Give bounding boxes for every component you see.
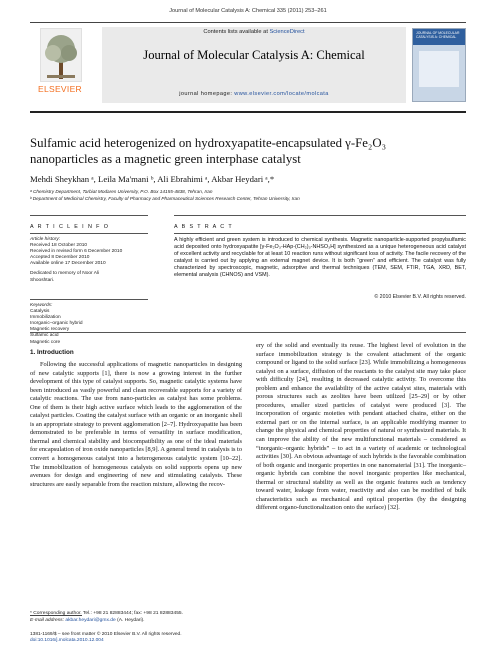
article-info-head-rule bbox=[30, 233, 148, 234]
dedication-line-1: Dedicated to memory of Noor Ali bbox=[30, 271, 100, 277]
article-info-heading: A R T I C L E I N F O bbox=[30, 224, 110, 230]
keyword: Immobilization bbox=[30, 315, 61, 321]
accepted-date: Accepted 8 December 2010 bbox=[30, 255, 90, 261]
abstract-heading: A B S T R A C T bbox=[174, 224, 234, 230]
doi-line bbox=[30, 638, 290, 644]
keywords-label: Keywords: bbox=[30, 303, 53, 308]
online-date: Available online 17 December 2010 bbox=[30, 261, 106, 267]
keywords-block bbox=[30, 303, 148, 346]
issn-line: 1381-1169/$ – see front matter © 2010 Elsevier B.V. All rights reserved. bbox=[30, 632, 182, 637]
homepage-link[interactable]: www.elsevier.com/locate/molcata bbox=[234, 91, 329, 97]
header-bottom-rule bbox=[30, 111, 466, 113]
journal-name: Journal of Molecular Catalysis A: Chemical bbox=[143, 48, 365, 62]
email-label: E-mail address: bbox=[30, 618, 66, 623]
title-line-2: nanoparticles as a magnetic green interphase catalyst bbox=[30, 151, 301, 166]
header-top-rule bbox=[30, 22, 466, 23]
keyword: Inorganic–organic hybrid bbox=[30, 321, 83, 327]
revised-date: Received in revised form 6 December 2010 bbox=[30, 249, 123, 255]
title-line-1: Sulfamic acid heterogenized on hydroxyapatite-encapsulated γ-Fe₂O₃ bbox=[30, 136, 387, 150]
keyword: Magnetic recovery bbox=[30, 327, 70, 333]
homepage-prefix: journal homepage: bbox=[179, 91, 235, 97]
intro-paragraph-1: Following the successful applications of magnetic nanoparticles in designing of new catalytic supports [1], there is now a growing interest in the further development of this type of catalyst supports. So, magnetic catalytic systems have been introduced as vastly powerful and clean recoverable supports for a variety of catalytic reactions. The use from nano-particles as catalyst has some problems. One of them is their high active surface which leads to the agglomeration of the catalyst particles. Coating the catalyst surface with an organic or an inorganic shell is an appropriate strategy to prevent agglomeration [2–7]. Hydroxyapatite has been demonstrated to be preferable in terms of versatility in surface modification, thermal and chemical stability and biocompatibility as one of the ideal materials for encapsulation of iron oxide nanoparticles [8,9]. A general trend in catalysis is to convert a homogeneous catalyst into a heterogeneous catalytic system [10–22]. The immobilization of homogeneous catalysts on solid supports opens up new avenues for design and engineering of new and stimulating catalysts. These structures are easily separable from the reaction mixture, allowing the recov- bbox=[30, 361, 242, 488]
received-date: Received 18 October 2010 bbox=[30, 243, 88, 249]
abstract-head-rule bbox=[174, 233, 466, 234]
elsevier-logo bbox=[30, 28, 90, 106]
cover-title: JOURNAL OF MOLECULAR CATALYSIS A: CHEMICAL bbox=[416, 31, 460, 39]
dedication-line-2: Shooshtari. bbox=[30, 277, 55, 283]
cover-illustration bbox=[419, 51, 459, 87]
affiliation-b: ᵇ Department of Medicinal Chemistry, Faculty of Pharmacy and Pharmaceutical Sciences Research Center, Tehran University, Iran bbox=[30, 196, 300, 201]
journal-homepage bbox=[102, 91, 406, 97]
history-label: Article history: bbox=[30, 237, 61, 242]
section-heading-introduction: 1. Introduction bbox=[30, 349, 74, 356]
article-title bbox=[30, 136, 466, 167]
journal-cover-image bbox=[412, 28, 466, 102]
article-info-top-rule bbox=[30, 215, 148, 216]
email-note bbox=[30, 618, 240, 624]
keyword: Catalysis bbox=[30, 309, 50, 315]
front-matter-bottom-rule bbox=[30, 332, 466, 333]
elsevier-wordmark: ELSEVIER bbox=[38, 84, 82, 94]
article-history bbox=[30, 237, 148, 284]
sciencedirect-link[interactable]: ScienceDirect bbox=[269, 29, 305, 35]
affiliation-a: ᵃ Chemistry Department, Tarbiat Modares University, P.O. Box 14155-4838, Tehran, Iran bbox=[30, 189, 213, 194]
abstract-copyright: © 2010 Elsevier B.V. All rights reserved. bbox=[374, 294, 466, 300]
keyword: Magnetic core bbox=[30, 339, 61, 345]
intro-paragraph-continued: ery of the solid and eventually its reuse. The highest level of evolution in the surface immobilization strategy is the covalent attachment of the organic compound or ligand to the solid surface [23]. While immobilizing a homogeneous catalyst on a surface, diffusion of the reactants to the catalyst site may take place with difficulty [24], resulting in decreased catalytic activity. To overcome this problem and enhance the availability of the active catalyst sites, materials with porous structures such as zeolites have been utilized [25–29] or by other procedures, smaller sized particles of catalyst were produced [3]. The incorporation of organic moieties with pendant attached chains, either on the external part or on the internal surface, is an applicable modifying manner to change the physical and chemical properties of natural or synthesized materials. It can improve the ability of the new multifunctional materials – considered as “inorganic–organic hybrids” – to act in a variety of academic or technological activities [30]. An obvious advantage of such hybrids is the favorable combination of both organic and inorganic properties in one nanomaterial [31]. The inorganic–organic hybrids can combine the novel inorganic properties like mechanical, thermal or structural stability as well as the organic features such as tendency toward water, leakage from water, reactivity and also can be modified of bulk characteristics such as mechanical and optical properties (by the designing different organo-functionalization onto the surface) [32]. bbox=[256, 342, 466, 512]
author-list: Mehdi Sheykhan ᵃ, Leila Ma'mani ᵇ, Ali Ebrahimi ᵃ, Akbar Heydari ᵃ,* bbox=[30, 174, 275, 184]
front-matter-info bbox=[30, 632, 290, 644]
body-column-left bbox=[30, 361, 242, 489]
keyword: Sulfamic acid bbox=[30, 333, 59, 339]
abstract-top-rule bbox=[174, 215, 466, 216]
email-suffix: (A. Heydari). bbox=[115, 618, 145, 623]
corresponding-author-note: * Corresponding author. Tel.: +98 21 82883444; fax: +98 21 82883455. bbox=[30, 611, 183, 616]
doi-link[interactable]: doi:10.1016/j.molcata.2010.12.004 bbox=[30, 638, 104, 644]
body-column-right bbox=[256, 342, 466, 513]
journal-citation: Journal of Molecular Catalysis A: Chemical 335 (2011) 253–261 bbox=[169, 8, 327, 14]
email-link[interactable]: akbar.heydari@gmx.de bbox=[65, 618, 116, 623]
keywords-divider bbox=[30, 299, 148, 300]
elsevier-tree-icon bbox=[40, 28, 82, 82]
contents-prefix: Contents lists available at bbox=[203, 29, 270, 35]
contents-line bbox=[102, 29, 406, 35]
abstract-text: A highly efficient and green system is introduced to chemical synthesis. Magnetic nanoparticle-supported propylsulfamic acid deposited onto hydroxyapatite [γ-Fe₂O₃-HAp-(CH₂)₃-NHSO₃H] synthesized as a unique heterogeneous acid catalyst of excellent activity and recyclable for at least 10 reaction runs without significant loss of activity. The facile recovery of the catalyst is carried out by applying an external magnet device. It is both “green” and efficient. The catalyst was fully characterized by spectroscopic, magnetic, adsorptive and thermal techniques (TEM, SEM, FTIR, TGA, XRD, BET, elemental analysis (CHNOS) and VSM). bbox=[174, 237, 466, 279]
